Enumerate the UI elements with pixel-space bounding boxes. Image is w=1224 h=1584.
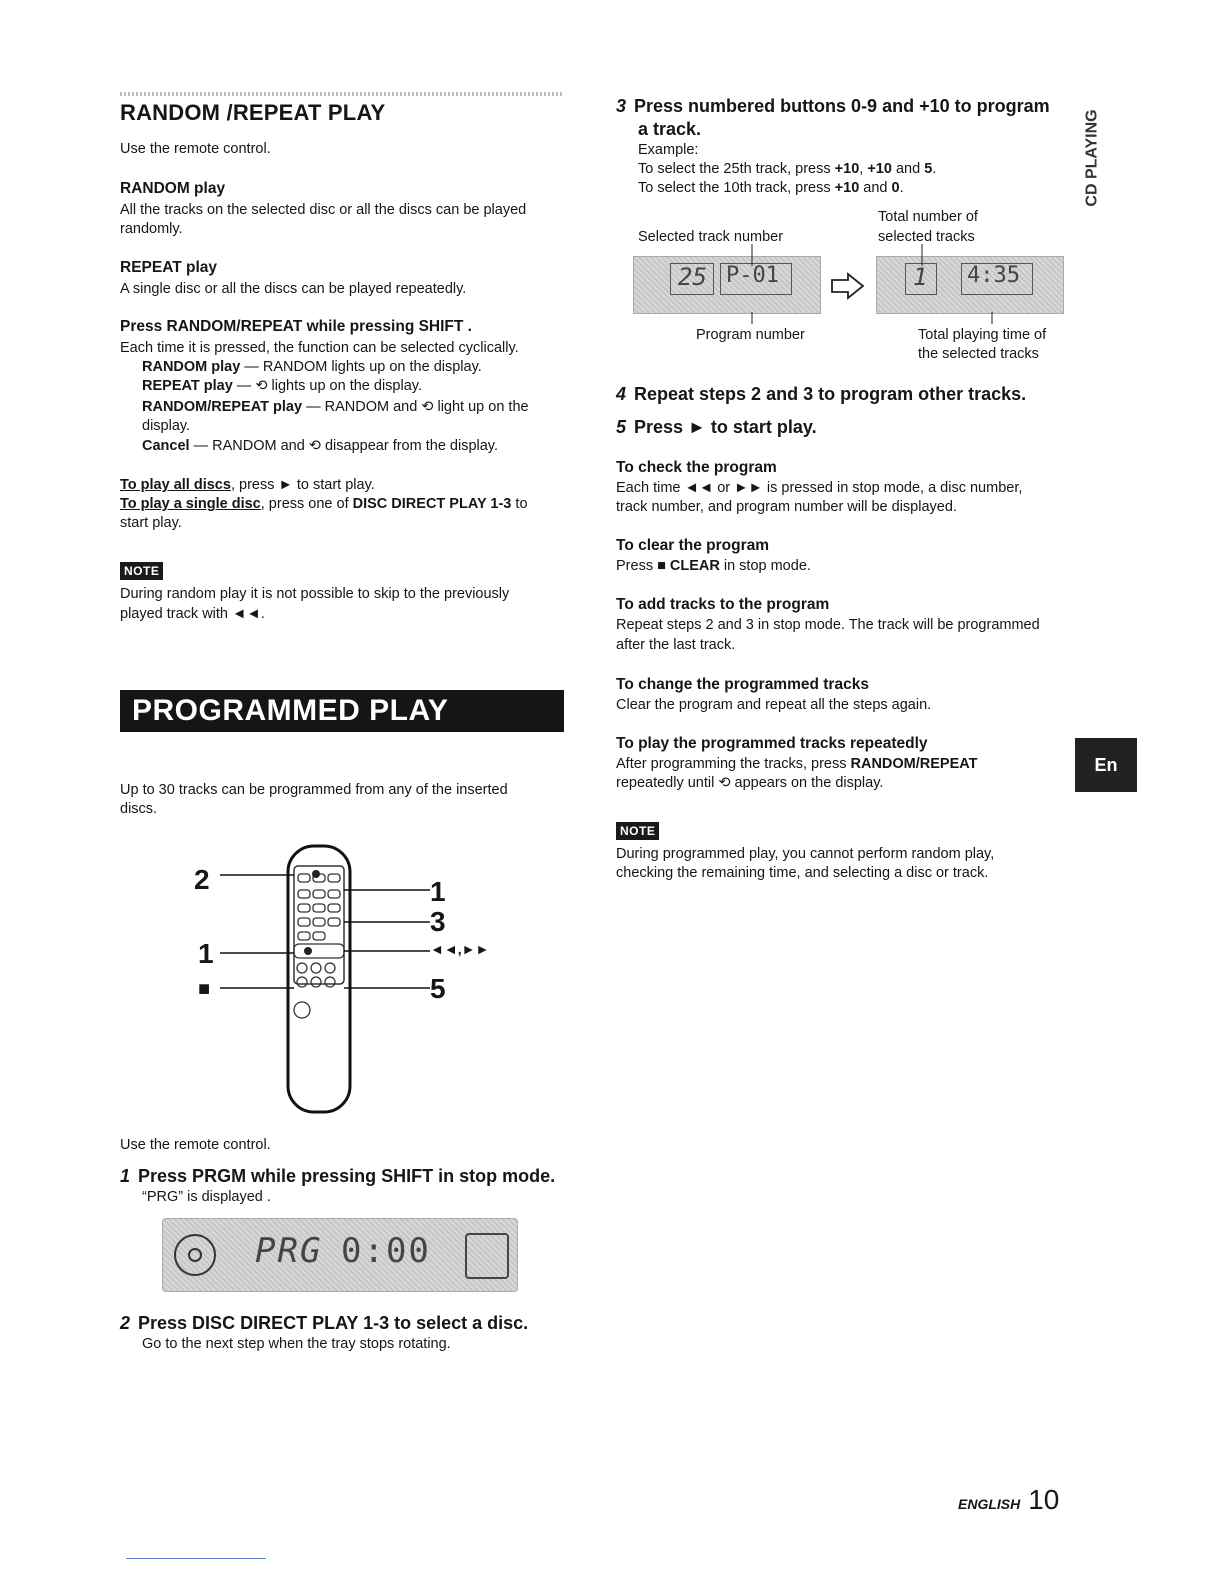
check-program-text-1: Each time ◄◄ or ►► is pressed in stop mode, a disc number, [616, 480, 1023, 496]
check-program-text-2: track number, and program number will be displayed. [616, 499, 957, 515]
side-tab-cd-playing-label: CD PLAYING [1084, 109, 1102, 207]
lcd-a-track: 25 [678, 263, 707, 291]
label-step-2: 2 [194, 864, 210, 895]
note-badge-left: NOTE [120, 562, 163, 580]
add-tracks-text-1: Repeat steps 2 and 3 in stop mode. The track will be programmed [616, 617, 1040, 633]
label-total-time-1: Total playing time of [918, 327, 1047, 343]
step-2: 2 Press DISC DIRECT PLAY 1-3 to select a disc. [120, 1313, 529, 1333]
programmed-play-banner [120, 690, 564, 732]
example-1: To select the 25th track, press +10, +10 and 5. [638, 161, 937, 177]
step-2-sub: Go to the next step when the tray stops rotating. [142, 1336, 451, 1352]
intro-text: Use the remote control. [120, 141, 271, 157]
play-all-discs: To play all discs, press ► to start play. [120, 477, 375, 493]
change-tracks-text: Clear the program and repeat all the steps again. [616, 697, 932, 713]
label-program-number: Program number [696, 327, 805, 343]
programmed-intro-2: discs. [120, 801, 158, 817]
header-rule [120, 92, 564, 96]
label-stop: ■ [198, 978, 211, 1000]
step-1-sub: “PRG” is displayed . [142, 1189, 271, 1205]
label-total-number-2: selected tracks [878, 229, 975, 245]
clear-program-heading: To clear the program [616, 537, 770, 554]
side-tab-language [1075, 738, 1137, 792]
add-tracks-heading: To add tracks to the program [616, 596, 830, 613]
disc-icon [171, 1227, 231, 1283]
random-play-heading: RANDOM play [120, 180, 226, 197]
press-random-repeat-text: Each time it is pressed, the function can be selected cyclically. [120, 340, 519, 356]
option-cancel: Cancel — RANDOM and ⟲ disappear from the display. [142, 438, 499, 454]
check-program-heading: To check the program [616, 459, 777, 476]
page-number: 10 [1028, 1484, 1060, 1515]
label-step-1-right: 1 [430, 876, 446, 907]
lcd-a-program: P-01 [726, 263, 779, 288]
side-tab-language-label: En [1094, 754, 1118, 775]
example-label: Example: [638, 142, 699, 158]
lcd-indicator-box [465, 1233, 509, 1279]
label-selected-track: Selected track number [638, 229, 784, 245]
callout-lines [620, 240, 1080, 324]
option-repeat: REPEAT play — ⟲ lights up on the display. [142, 378, 422, 394]
page-footer [958, 1484, 1059, 1516]
change-tracks-heading: To change the programmed tracks [616, 676, 869, 693]
note-badge-right: NOTE [616, 822, 659, 840]
random-play-text-2: randomly. [120, 221, 183, 237]
repeat-play-text: A single disc or all the discs can be played repeatedly. [120, 281, 467, 297]
lcd-b-time: 4:35 [967, 263, 1020, 288]
label-step-1: 1 [198, 938, 214, 969]
step-4: 4 Repeat steps 2 and 3 to program other tracks. [616, 384, 1027, 404]
note-left-1: During random play it is not possible to skip to the previously [120, 586, 510, 602]
lcd-b-count: 1 [913, 263, 928, 291]
label-total-time-2: the selected tracks [918, 346, 1039, 362]
step-3-cont: a track. [638, 119, 702, 139]
programmed-play-title: PROGRAMMED PLAY [132, 694, 449, 727]
footer-rule [126, 1558, 266, 1559]
note-right-1: During programmed play, you cannot perform random play, [616, 846, 995, 862]
play-single-disc-cont: start play. [120, 515, 182, 531]
note-right-2: checking the remaining time, and selecting a disc or track. [616, 865, 989, 881]
programmed-intro-1: Up to 30 tracks can be programmed from any of the inserted [120, 782, 508, 798]
lcd-prg-text: PRG [255, 1231, 323, 1271]
section-title-random-repeat: RANDOM /REPEAT PLAY [120, 100, 386, 125]
add-tracks-text-2: after the last track. [616, 637, 736, 653]
play-single-disc: To play a single disc, press one of DISC DIRECT PLAY 1-3 to [120, 496, 528, 512]
lcd-time-text: 0:00 [341, 1231, 431, 1271]
clear-program-text: Press ■ CLEAR in stop mode. [616, 558, 811, 574]
side-tab-cd-playing [1078, 88, 1108, 228]
lcd-display-prg [162, 1218, 518, 1292]
press-random-repeat-heading: Press RANDOM/REPEAT while pressing SHIFT . [120, 318, 472, 335]
step-3: 3 Press numbered buttons 0-9 and +10 to program [616, 96, 1050, 116]
repeat-tracks-text-2: repeatedly until ⟲ appears on the display. [616, 775, 884, 791]
step-1: 1 Press PRGM while pressing SHIFT in stop mode. [120, 1166, 556, 1186]
repeat-tracks-heading: To play the programmed tracks repeatedly [616, 735, 928, 752]
random-play-text-1: All the tracks on the selected disc or all the discs can be played [120, 202, 527, 218]
label-step-3: 3 [430, 906, 446, 937]
option-random-repeat: RANDOM/REPEAT play — RANDOM and ⟲ light up on the [142, 399, 529, 415]
remote-control-drawing [190, 838, 510, 1118]
footer-language: ENGLISH [958, 1496, 1021, 1512]
label-total-number-1: Total number of [878, 209, 978, 225]
option-random-repeat-cont: display. [142, 418, 191, 434]
note-left-2: played track with ◄◄. [120, 606, 265, 622]
label-step-5: 5 [430, 973, 446, 1004]
repeat-tracks-text-1: After programming the tracks, press RANDOM/REPEAT [616, 756, 978, 772]
label-skip: ◄◄,►► [430, 941, 490, 957]
option-random: RANDOM play — RANDOM lights up on the display. [142, 359, 482, 375]
step-5: 5 Press ► to start play. [616, 417, 817, 437]
remote-control-illustration [190, 838, 510, 1118]
example-2: To select the 10th track, press +10 and 0. [638, 180, 904, 196]
use-remote-text: Use the remote control. [120, 1137, 271, 1153]
repeat-play-heading: REPEAT play [120, 259, 218, 276]
